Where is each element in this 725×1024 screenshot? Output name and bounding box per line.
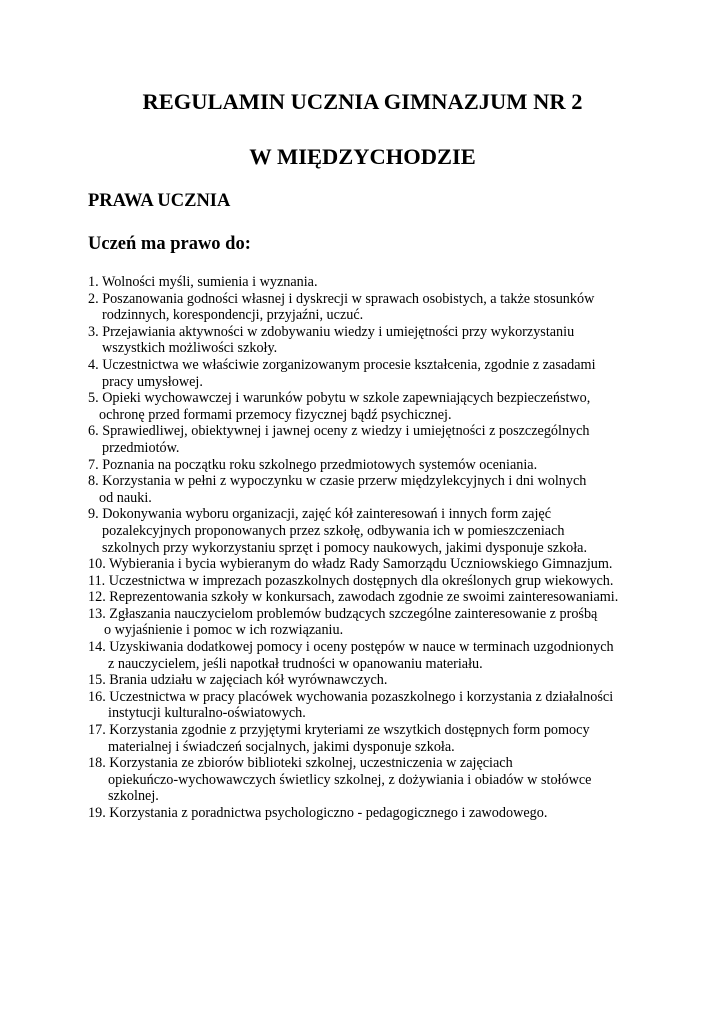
list-item-number: 1. (88, 274, 99, 290)
list-item-number: 17. (88, 722, 106, 739)
list-item-text-continued: od nauki. (99, 489, 152, 506)
list-item-number: 12. (88, 589, 106, 606)
list-item-text: Reprezentowania szkoły w konkursach, zawodach zgodnie ze swoimi zainteresowaniami. (109, 589, 619, 606)
list-item (88, 556, 708, 573)
list-item-text-continued: o wyjaśnienie i pomoc w ich rozwiązaniu. (104, 622, 344, 639)
list-item-text: Korzystania w pełni z wypoczynku w czasie przerw międzylekcyjnych i dni wolnych (102, 473, 587, 490)
list-item (88, 722, 708, 755)
list-item-number: 3. (88, 323, 99, 340)
list-item-text-continued: pracy umysłowej. (102, 373, 203, 390)
list-item (88, 357, 708, 390)
list-item-text: Dokonywania wyboru organizacji, zajęć kół zainteresowań i innych form zajęć (102, 506, 552, 523)
list-item-number: 7. (88, 456, 99, 473)
list-item-text: Uzyskiwania dodatkowej pomocy i oceny postępów w nauce w terminach uzgodnionych (109, 639, 614, 656)
list-item-number: 16. (88, 688, 106, 705)
list-item (88, 473, 708, 506)
list-item-text-continued: ochronę przed formami przemocy fizycznej bądź psychicznej. (99, 406, 452, 423)
list-item-text-continued: opiekuńczo-wychowawczych świetlicy szkolnej, z dożywiania i obiadów w stołówce (108, 771, 592, 788)
list-item-number: 13. (88, 605, 106, 622)
list-item-text-continued: szkolnej. (108, 788, 159, 805)
list-item (88, 672, 708, 689)
list-item-text-continued: pozalekcyjnych proponowanych przez szkołę, odbywania ich w pomieszczeniach (102, 522, 565, 539)
document-title-line-1: REGULAMIN UCZNIA GIMNAZJUM NR 2 (142, 89, 583, 114)
list-item-text-continued: wszystkich możliwości szkoły. (102, 340, 278, 357)
list-item-text: Korzystania ze zbiorów biblioteki szkolnej, uczestniczenia w zajęciach (109, 755, 513, 772)
list-item-text-continued: przedmiotów. (102, 439, 180, 456)
list-item-text: Korzystania zgodnie z przyjętymi kryteriami ze wszytkich dostępnych form pomocy (109, 722, 590, 739)
list-item-text: Zgłaszania nauczycielom problemów budzących szczególne zainteresowanie z prośbą (109, 605, 598, 622)
list-item-number: 5. (88, 390, 99, 407)
section-heading: PRAWA UCZNIA (88, 191, 231, 211)
list-item (88, 390, 708, 423)
list-item (88, 274, 708, 291)
rights-list (88, 274, 708, 822)
list-item (88, 506, 708, 556)
rights-intro-heading: Uczeń ma prawo do: (88, 234, 251, 254)
list-item-text-continued: materialnej i świadczeń socjalnych, jakimi dysponuje szkoła. (108, 738, 455, 755)
list-item-number: 15. (88, 672, 106, 689)
list-item (88, 457, 708, 474)
list-item-text-continued: szkolnych przy wykorzystaniu sprzęt i pomocy naukowych, jakimi dysponuje szkoła. (102, 539, 588, 556)
list-item (88, 573, 708, 590)
list-item-number: 6. (88, 423, 99, 440)
list-item (88, 689, 708, 722)
list-item (88, 755, 708, 805)
list-item-number: 4. (88, 356, 99, 373)
list-item-text: Poszanowania godności własnej i dyskrecji w sprawach osobistych, a także stosunków (102, 290, 595, 307)
list-item-text: Przejawiania aktywności w zdobywaniu wiedzy i umiejętności przy wykorzystaniu (102, 323, 575, 340)
list-item-number: 14. (88, 639, 106, 656)
list-item-number: 18. (88, 755, 106, 772)
list-item-number: 8. (88, 473, 99, 490)
list-item-text-continued: instytucji kulturalno-oświatowych. (108, 705, 306, 722)
list-item-text: Brania udziału w zajęciach kół wyrównawczych. (109, 672, 388, 689)
list-item (88, 805, 708, 822)
list-item-text: Sprawiedliwej, obiektywnej i jawnej oceny z wiedzy i umiejętności z poszczególnych (102, 423, 590, 440)
list-item-number: 19. (88, 805, 106, 821)
list-item-number: 11. (88, 572, 106, 589)
list-item (88, 589, 708, 606)
list-item (88, 291, 708, 324)
list-item-text: Uczestnictwa w imprezach pozaszkolnych dostępnych dla określonych grup wiekowych. (108, 572, 614, 589)
list-item (88, 606, 708, 639)
list-item-text: Poznania na początku roku szkolnego przedmiotowych systemów oceniania. (102, 456, 538, 473)
list-item-text: Wybierania i bycia wybieranym do władz Rady Samorządu Uczniowskiego Gimnazjum. (109, 556, 613, 573)
list-item (88, 423, 708, 456)
list-item-text: Opieki wychowawczej i warunków pobytu w szkole zapewniających bezpieczeństwo, (102, 390, 591, 407)
list-item-text-continued: z nauczycielem, jeśli napotkał trudności w opanowaniu materiału. (108, 655, 483, 672)
list-item-text: Uczestnictwa we właściwie zorganizowanym procesie kształcenia, zgodnie z zasadami (102, 356, 596, 373)
list-item-number: 2. (88, 290, 99, 307)
list-item-number: 9. (88, 506, 99, 523)
list-item-text: Wolności myśli, sumienia i wyznania. (101, 274, 318, 290)
list-item (88, 324, 708, 357)
list-item-text: Uczestnictwa w pracy placówek wychowania pozaszkolnego i korzystania z działalności (109, 688, 614, 705)
document-title-line-2: W MIĘDZYCHODZIE (249, 144, 476, 169)
list-item-text: Korzystania z poradnictwa psychologiczno - pedagogicznego i zawodowego. (109, 805, 548, 821)
list-item-number: 10. (88, 556, 106, 573)
list-item-text-continued: rodzinnych, korespondencji, przyjaźni, uczuć. (102, 307, 364, 324)
list-item (88, 639, 708, 672)
